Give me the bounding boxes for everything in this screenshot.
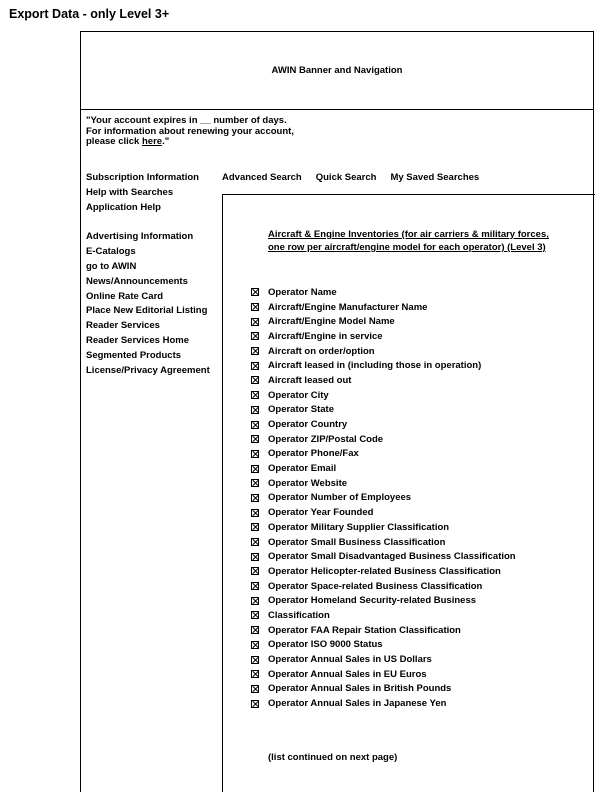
export-field-item [251, 623, 516, 638]
checked-checkbox[interactable] [251, 332, 259, 340]
checked-checkbox[interactable] [251, 347, 259, 355]
export-field-label: Operator Military Supplier Classification [268, 521, 450, 533]
export-field-label: Operator Annual Sales in British Pounds [268, 683, 452, 695]
export-field-item [251, 535, 516, 550]
export-field-item [251, 520, 516, 535]
export-field-label: Operator Annual Sales in EU Euros [268, 668, 427, 680]
sidebar-item-segmented-products[interactable]: Segmented Products [86, 349, 182, 361]
sidebar-item-e-catalogs[interactable]: E-Catalogs [86, 246, 136, 258]
sidebar-item-help-with-searches[interactable]: Help with Searches [86, 186, 174, 198]
sidebar-item-advertising-information[interactable]: Advertising Information [86, 231, 194, 243]
sidebar-item-application-help[interactable]: Application Help [86, 201, 161, 213]
sidebar-item-reader-services[interactable]: Reader Services [86, 320, 160, 332]
page-frame [80, 31, 594, 792]
export-field-label: Classification [268, 609, 330, 621]
expiry-line-3 [86, 137, 294, 148]
content-panel [222, 194, 595, 792]
export-field-label: Operator Helicopter-related Business Classification [268, 565, 501, 577]
account-expiry-notice [86, 116, 294, 148]
checked-checkbox[interactable] [251, 553, 259, 561]
expiry-line-2: For information about renewing your account, [86, 125, 294, 137]
checked-checkbox[interactable] [251, 494, 259, 502]
tab-quick-search[interactable]: Quick Search [315, 172, 377, 183]
export-field-label: Operator Small Business Classification [268, 536, 446, 548]
export-field-list [251, 285, 516, 711]
export-field-item [251, 549, 516, 564]
checked-checkbox[interactable] [251, 465, 259, 473]
export-field-item [251, 564, 516, 579]
export-field-label: Operator Name [268, 286, 337, 298]
checked-checkbox[interactable] [251, 288, 259, 296]
export-field-item [251, 476, 516, 491]
export-field-label: Aircraft/Engine in service [268, 330, 383, 342]
sidebar-item-subscription-information[interactable]: Subscription Information [86, 172, 199, 183]
checked-checkbox[interactable] [251, 700, 259, 708]
export-field-item [251, 579, 516, 594]
checked-checkbox[interactable] [251, 509, 259, 517]
checked-checkbox[interactable] [251, 597, 259, 605]
export-field-label: Operator State [268, 404, 334, 416]
export-field-label: Aircraft/Engine Model Name [268, 316, 395, 328]
expiry-line-1: "Your account expires in __ number of days. [86, 115, 287, 126]
checked-checkbox[interactable] [251, 523, 259, 531]
export-field-label: Operator ISO 9000 Status [268, 639, 383, 651]
export-field-label: Operator FAA Repair Station Classification [268, 624, 461, 636]
checked-checkbox[interactable] [251, 435, 259, 443]
checked-checkbox[interactable] [251, 406, 259, 414]
checked-checkbox[interactable] [251, 685, 259, 693]
export-field-item [251, 403, 516, 418]
sidebar-item-online-rate-card[interactable]: Online Rate Card [86, 290, 164, 302]
export-field-item [251, 388, 516, 403]
renew-account-link[interactable]: here [141, 136, 163, 147]
export-field-item [251, 593, 516, 608]
banner-text: AWIN Banner and Navigation [271, 65, 403, 76]
checked-checkbox[interactable] [251, 318, 259, 326]
export-field-label: Operator Number of Employees [268, 492, 412, 504]
export-field-item [251, 417, 516, 432]
export-field-item [251, 373, 516, 388]
export-field-label: Operator Year Founded [268, 507, 374, 519]
tab-my-saved-searches[interactable]: My Saved Searches [390, 172, 480, 183]
export-field-item [251, 696, 516, 711]
export-field-item [251, 314, 516, 329]
sidebar-item-go-to-awin[interactable]: go to AWIN [86, 260, 137, 272]
sidebar-item-place-new-editorial-listing[interactable]: Place New Editorial Listing [86, 305, 208, 317]
checked-checkbox[interactable] [251, 670, 259, 678]
expiry-line-3-suffix: ." [162, 136, 170, 147]
export-field-item [251, 285, 516, 300]
export-field-label: Operator Email [268, 463, 337, 475]
export-field-item [251, 447, 516, 462]
export-field-label: Operator Annual Sales in Japanese Yen [268, 698, 447, 710]
checked-checkbox[interactable] [251, 538, 259, 546]
checked-checkbox[interactable] [251, 391, 259, 399]
export-field-item [251, 682, 516, 697]
export-field-item [251, 505, 516, 520]
tab-advanced-search[interactable]: Advanced Search [222, 172, 302, 183]
export-field-label: Operator City [268, 389, 329, 401]
export-field-item [251, 667, 516, 682]
export-field-label: Operator ZIP/Postal Code [268, 433, 384, 445]
expiry-line-3-prefix: please click [86, 136, 142, 147]
export-field-label: Aircraft leased in (including those in operation) [268, 360, 482, 372]
export-field-label: Aircraft on order/option [268, 345, 375, 357]
section-title: Aircraft & Engine Inventories (for air carriers & military forces, one row per aircraft/engine model for each operator) (Level 3) [268, 229, 549, 253]
export-field-label: Operator Annual Sales in US Dollars [268, 654, 432, 666]
checked-checkbox[interactable] [251, 626, 259, 634]
export-field-item [251, 300, 516, 315]
export-field-label: Aircraft/Engine Manufacturer Name [268, 301, 428, 313]
export-field-item [251, 432, 516, 447]
export-field-item [251, 344, 516, 359]
checked-checkbox[interactable] [251, 611, 259, 619]
export-field-label: Operator Small Disadvantaged Business Classification [268, 551, 516, 563]
export-field-item [251, 491, 516, 506]
export-field-label: Operator Website [268, 477, 348, 489]
checked-checkbox[interactable] [251, 582, 259, 590]
export-field-label: Operator Space-related Business Classification [268, 580, 483, 592]
sidebar-nav [86, 171, 210, 378]
checked-checkbox[interactable] [251, 362, 259, 370]
export-field-item [251, 608, 516, 623]
sidebar-item-license-privacy-agreement[interactable]: License/Privacy Agreement [86, 364, 210, 376]
export-field-item [251, 638, 516, 653]
continued-note: (list continued on next page) [268, 752, 398, 763]
export-field-label: Aircraft leased out [268, 374, 352, 386]
checked-checkbox[interactable] [251, 567, 259, 575]
export-field-label: Operator Phone/Fax [268, 448, 359, 460]
checked-checkbox[interactable] [251, 450, 259, 458]
export-field-item [251, 461, 516, 476]
banner [81, 32, 593, 110]
sidebar-item-news-announcements[interactable]: News/Announcements [86, 275, 188, 287]
search-tabs [222, 172, 479, 183]
checked-checkbox[interactable] [251, 376, 259, 384]
checked-checkbox[interactable] [251, 656, 259, 664]
export-field-item [251, 329, 516, 344]
export-field-item [251, 358, 516, 373]
sidebar-spacer [86, 215, 210, 230]
sidebar-item-reader-services-home[interactable]: Reader Services Home [86, 334, 189, 346]
checked-checkbox[interactable] [251, 479, 259, 487]
export-field-label: Operator Homeland Security-related Business [268, 595, 477, 607]
checked-checkbox[interactable] [251, 303, 259, 311]
page-title: Export Data - only Level 3+ [9, 7, 170, 21]
export-field-item [251, 652, 516, 667]
export-field-label: Operator Country [268, 419, 348, 431]
checked-checkbox[interactable] [251, 641, 259, 649]
checked-checkbox[interactable] [251, 421, 259, 429]
